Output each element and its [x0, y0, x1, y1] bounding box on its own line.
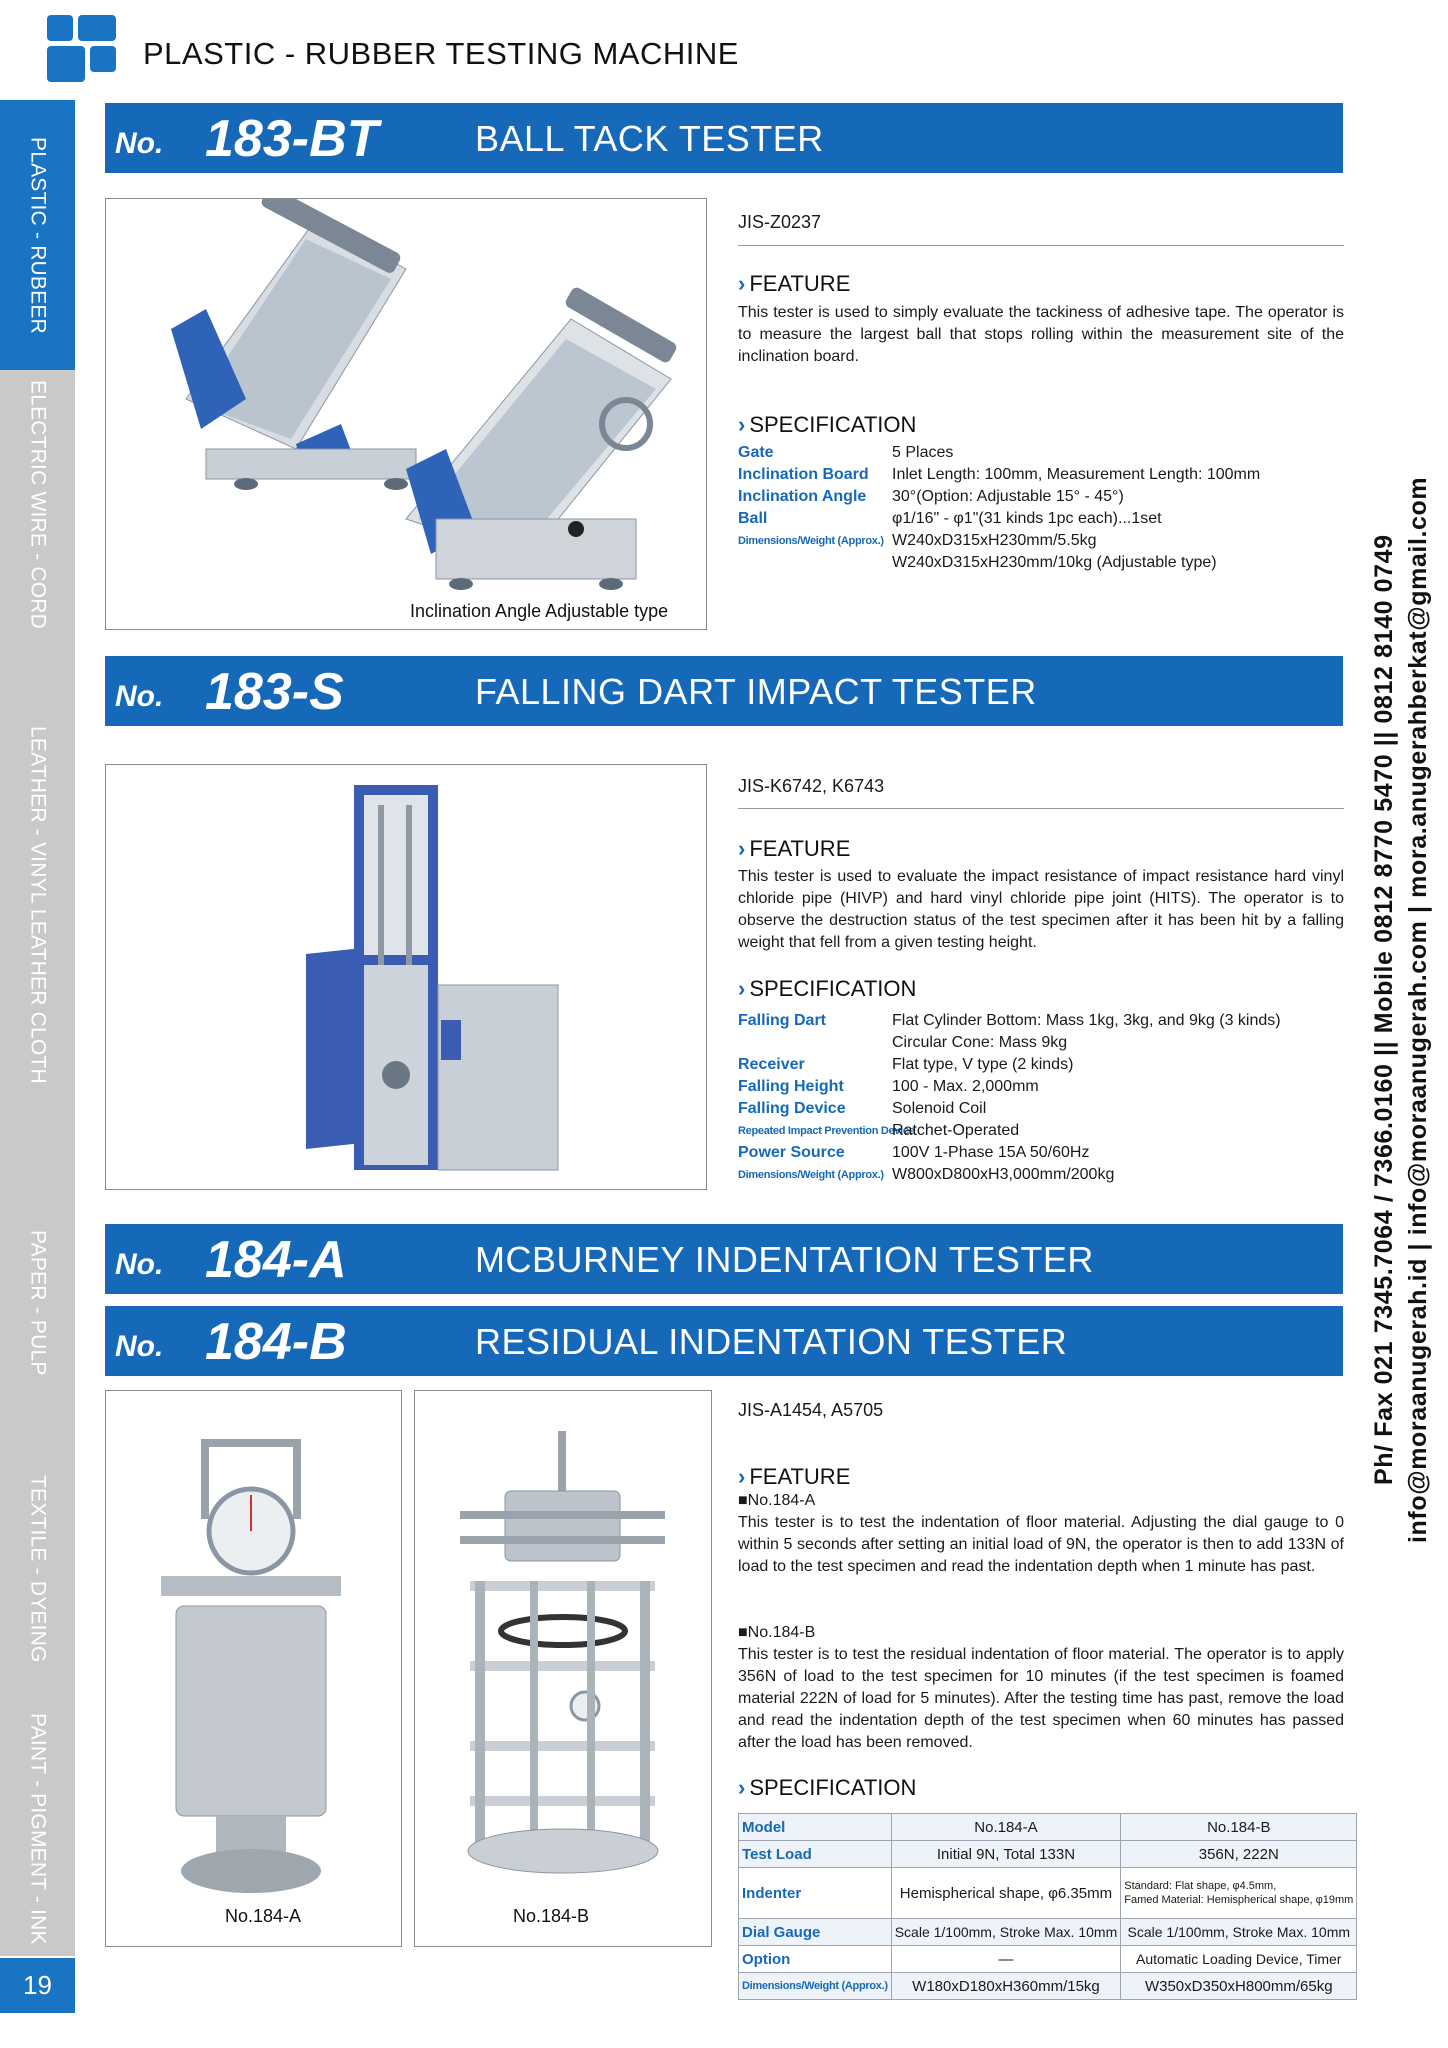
mcburney-tester-illustration	[106, 1391, 401, 1946]
product-code: 183-S	[205, 663, 344, 721]
feature-text-184-b: This tester is to test the residual indentation of floor material. The operator is to apply 356N of load to the test specimen for 10 minutes (if the test specimen is foamed material 222N of load for 5 minutes). After the testing time has past, remove the load and read the indentation depth of the test specimen when 60 minutes has passed after the load has been removed.	[738, 1646, 1344, 1751]
page-number: 19	[0, 1958, 75, 2013]
chevron-right-icon: ›	[738, 1775, 746, 1800]
product-code: 183-BT	[205, 110, 379, 168]
chevron-right-icon: ›	[738, 271, 746, 296]
banner-183-bt: No. 183-BT BALL TACK TESTER	[105, 103, 1343, 173]
banner-184-b: No. 184-B RESIDUAL INDENTATION TESTER	[105, 1306, 1343, 1376]
divider	[738, 808, 1344, 809]
table-row: Dial Gauge Scale 1/100mm, Stroke Max. 10mm Scale 1/100mm, Stroke Max. 10mm	[739, 1919, 1357, 1946]
tab-paper-pulp[interactable]: PAPER - PULP	[0, 1170, 75, 1439]
feature-text: This tester is used to simply evaluate the tackiness of adhesive tape. The operator is to measure the largest ball that stops rolling within the measurement site of the inclination board.	[738, 304, 1344, 365]
spec-heading: › SPECIFICATION	[738, 1775, 917, 1800]
product-name: MCBURNEY INDENTATION TESTER	[475, 1239, 1094, 1280]
standard-184: JIS-A1454, A5705	[738, 1400, 884, 1420]
tab-leather[interactable]: LEATHER - VINYL LEATHER CLOTH	[0, 640, 75, 1173]
table-row: Dimensions/Weight (Approx.) W180xD180xH360mm/15kg W350xD350xH800mm/65kg	[739, 1973, 1357, 2000]
feature-text: This tester is used to evaluate the impact resistance of impact resistance hard vinyl chloride pipe (HIVP) and hard vinyl chloride pipe joint (HITS). The operator is to observe the destruction status of the test specimen after it has been hit by a falling weight that fell from a given testing height.	[738, 868, 1344, 951]
product-name: BALL TACK TESTER	[475, 118, 824, 159]
spec-table-184	[738, 1813, 1357, 2000]
image-caption: No.184-B	[513, 1906, 590, 1926]
contact-info	[1370, 430, 1440, 1590]
chevron-right-icon: ›	[738, 976, 746, 1001]
tab-textile-dyeing[interactable]: TEXTILE - DYEING	[0, 1436, 75, 1705]
table-row: Test Load Initial 9N, Total 133N 356N, 222N	[739, 1841, 1357, 1868]
tab-plastic-rubber[interactable]: PLASTIC - RUBEER	[0, 100, 75, 373]
product-name: RESIDUAL INDENTATION TESTER	[475, 1321, 1068, 1362]
chevron-right-icon: ›	[738, 412, 746, 437]
falling-dart-tester-illustration	[106, 765, 706, 1189]
product-image-183-s	[105, 764, 707, 1190]
image-caption: Inclination Angle Adjustable type	[410, 601, 669, 621]
residual-tester-illustration	[415, 1391, 711, 1946]
standard-183-bt: JIS-Z0237	[738, 212, 822, 232]
product-name: FALLING DART IMPACT TESTER	[475, 671, 1037, 712]
chevron-right-icon: ›	[738, 836, 746, 861]
product-image-183-bt	[105, 198, 707, 630]
banner-184-a: No. 184-A MCBURNEY INDENTATION TESTER	[105, 1224, 1343, 1294]
tab-electric-wire[interactable]: ELECTRIC WIRE - CORD	[0, 370, 75, 643]
subheading-184-a: ■No.184-A	[738, 1492, 816, 1509]
divider	[738, 245, 1344, 246]
feature-heading: › FEATURE	[738, 836, 851, 861]
table-row: Option — Automatic Loading Device, Timer	[739, 1946, 1357, 1973]
image-caption: No.184-A	[225, 1906, 302, 1926]
contact-phone: Ph/ Fax 021 7345.7064 / 7366.0160 || Mobile 0812 8770 5470 || 0812 8140 0749	[1370, 534, 1398, 1486]
product-image-184-a	[105, 1390, 402, 1947]
page-title: PLASTIC - RUBBER TESTING MACHINE	[143, 36, 739, 71]
table-row: Indenter Hemispherical shape, φ6.35mm Standard: Flat shape, φ4.5mm, Famed Material: Hemispherical shape, φ19mm	[739, 1868, 1357, 1919]
contact-email: info@moraanugerah.id | info@moraanugerah.com | mora.anugerahberkat@gmail.com	[1404, 476, 1432, 1544]
product-code: 184-A	[205, 1231, 347, 1289]
feature-heading: › FEATURE	[738, 271, 851, 296]
spec-heading: › SPECIFICATION	[738, 976, 917, 1001]
spec-heading: › SPECIFICATION	[738, 412, 917, 437]
chevron-right-icon: ›	[738, 1464, 746, 1489]
table-row: Model No.184-A No.184-B	[739, 1814, 1357, 1841]
subheading-184-b: ■No.184-B	[738, 1624, 816, 1641]
standard-183-s: JIS-K6742, K6743	[738, 776, 885, 796]
tab-paint-pigment[interactable]: PAINT - PIGMENT - INK	[0, 1702, 75, 1959]
banner-183-s: No. 183-S FALLING DART IMPACT TESTER	[105, 656, 1343, 726]
feature-text-184-a: This tester is to test the indentation of floor material. Adjusting the dial gauge to 0 within 5 seconds after setting an initial load of 9N, the operator is then to add 133N of load to the test specimen and read the indentation depth when 1 minute has past.	[738, 1514, 1344, 1575]
category-sidebar	[0, 100, 75, 2048]
ball-tack-tester-illustration	[106, 199, 706, 629]
feature-heading: › FEATURE	[738, 1464, 851, 1489]
product-code: 184-B	[205, 1313, 347, 1371]
product-image-184-b	[414, 1390, 712, 1947]
